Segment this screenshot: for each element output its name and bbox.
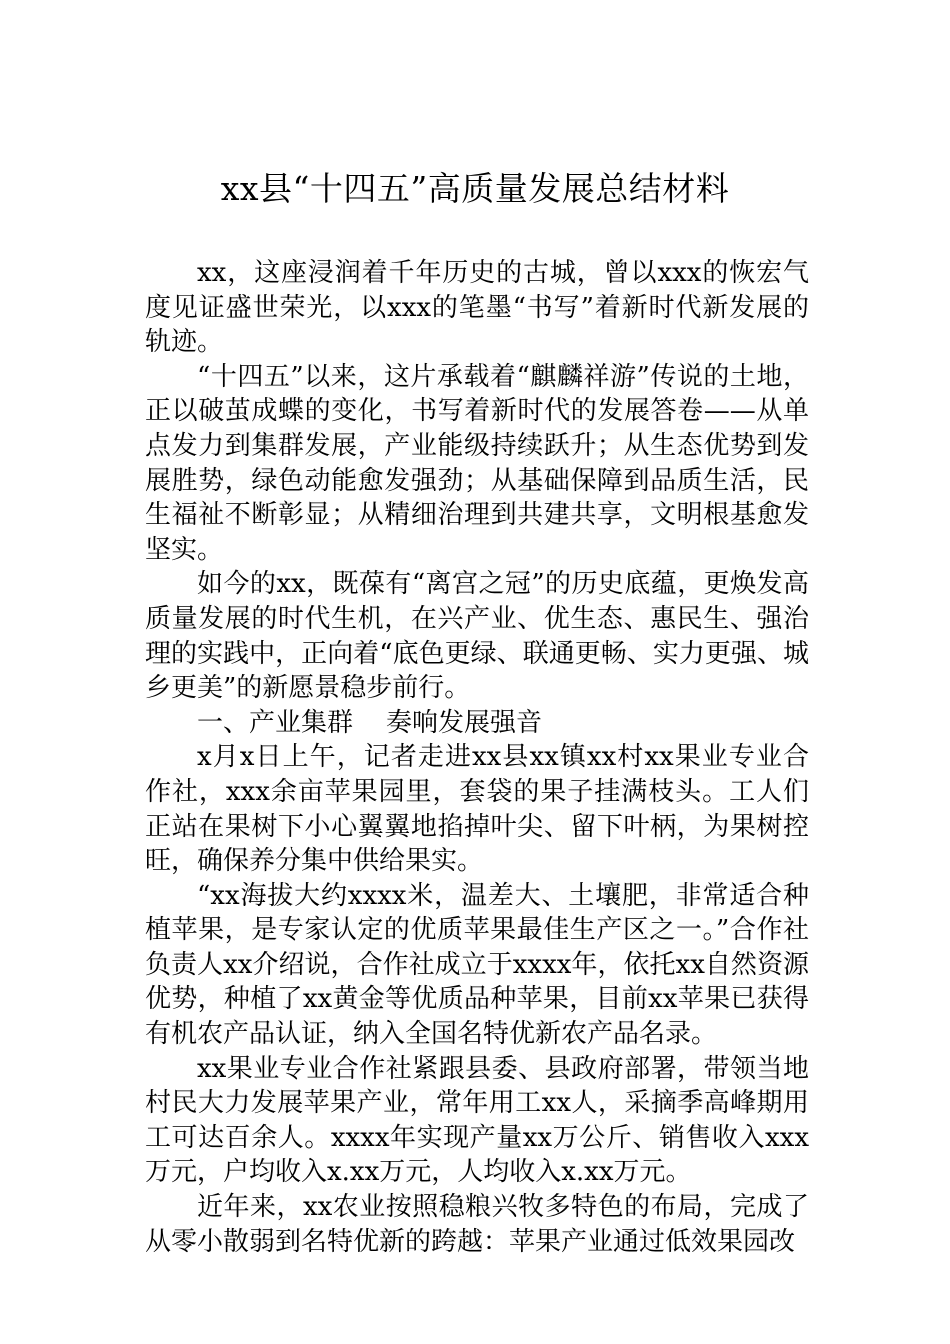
section1-paragraph-3: xx果业专业合作社紧跟县委、县政府部署，带领当地村民大力发展苹果产业，常年用工xx人，采摘季高峰期用工可达百余人。xxxx年实现产量xx万公斤、销售收入xxx万元，户均收入x.xx万元，人均收入x.xx万元。 xyxy=(145,1053,809,1188)
section1-paragraph-2: “xx海拔大约xxxx米，温差大、土壤肥，非常适合种植苹果，是专家认定的优质苹果最佳生产区之一。”合作社负责人xx介绍说，合作社成立于xxxx年，依托xx自然资源优势，种植了xx黄金等优质品种苹果，目前xx苹果已获得有机农产品认证，纳入全国名特优新农产品名录。 xyxy=(145,880,809,1050)
intro-paragraph-2: “十四五”以来，这片承载着“麒麟祥游”传说的土地，正以破茧成蝶的变化，书写着新时代的发展答卷——从单点发力到集群发展，产业能级持续跃升；从生态优势到发展胜势，绿色动能愈发强劲；从基础保障到品质生活，民生福祉不断彰显；从精细治理到共建共享，文明根基愈发坚实。 xyxy=(145,361,809,565)
section1-paragraph-4: 近年来，xx农业按照稳粮兴牧多特色的布局，完成了从零小散弱到名特优新的跨越：苹果产业通过低效果园改 xyxy=(145,1192,809,1257)
document-title: xx县“十四五”高质量发展总结材料 xyxy=(220,169,730,208)
section1-paragraph-1: x月x日上午，记者走进xx县xx镇xx村xx果业专业合作社，xxx余亩苹果园里，套袋的果子挂满枝头。工人们正站在果树下小心翼翼地掐掉叶尖、留下叶柄，为果树控旺，确保养分集中供给果实。 xyxy=(145,742,809,877)
section-heading-1: 一、产业集群 奏响发展强音 xyxy=(197,707,543,738)
intro-paragraph-3: 如今的xx，既葆有“离宫之冠”的历史底蕴，更焕发高质量发展的时代生机，在兴产业、优生态、惠民生、强治理的实践中，正向着“底色更绿、联通更畅、实力更强、城乡更美”的新愿景稳步前行。 xyxy=(145,569,809,704)
intro-paragraph-1: xx，这座浸润着千年历史的古城，曾以xxx的恢宏气度见证盛世荣光，以xxx的笔墨“书写”着新时代新发展的轨迹。 xyxy=(145,258,809,358)
document-body xyxy=(145,256,809,1259)
